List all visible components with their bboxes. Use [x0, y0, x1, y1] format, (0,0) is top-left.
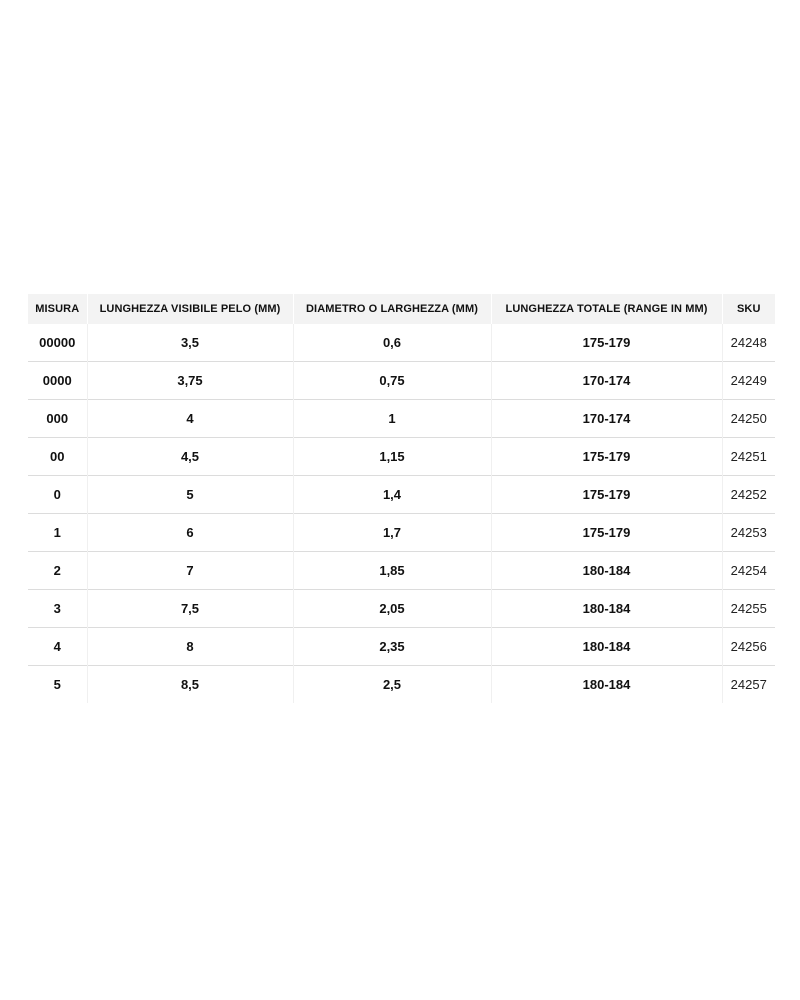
cell-lunghezza-totale: 180-184 — [491, 666, 722, 704]
cell-lunghezza-totale: 180-184 — [491, 590, 722, 628]
table-row — [28, 400, 775, 438]
header-lunghezza-visibile: LUNGHEZZA VISIBILE PELO (MM) — [87, 294, 293, 324]
cell-lunghezza-visibile: 5 — [87, 476, 293, 514]
cell-diametro: 1,4 — [293, 476, 491, 514]
table-row — [28, 438, 775, 476]
table-header-row — [28, 294, 775, 324]
table-row — [28, 476, 775, 514]
cell-lunghezza-visibile: 3,75 — [87, 362, 293, 400]
cell-sku: 24251 — [722, 438, 775, 476]
cell-diametro: 0,75 — [293, 362, 491, 400]
cell-lunghezza-visibile: 7,5 — [87, 590, 293, 628]
table-row — [28, 628, 775, 666]
cell-sku: 24255 — [722, 590, 775, 628]
table-row — [28, 324, 775, 362]
size-table-container — [28, 294, 775, 703]
cell-diametro: 1,85 — [293, 552, 491, 590]
table-row — [28, 590, 775, 628]
cell-sku: 24248 — [722, 324, 775, 362]
cell-misura: 0000 — [28, 362, 87, 400]
cell-misura: 00 — [28, 438, 87, 476]
table-body — [28, 324, 775, 703]
cell-misura: 5 — [28, 666, 87, 704]
cell-misura: 2 — [28, 552, 87, 590]
cell-sku: 24254 — [722, 552, 775, 590]
header-misura: MISURA — [28, 294, 87, 324]
cell-sku: 24256 — [722, 628, 775, 666]
cell-lunghezza-totale: 170-174 — [491, 362, 722, 400]
cell-sku: 24252 — [722, 476, 775, 514]
cell-lunghezza-totale: 175-179 — [491, 514, 722, 552]
cell-sku: 24257 — [722, 666, 775, 704]
table-row — [28, 552, 775, 590]
header-sku: SKU — [722, 294, 775, 324]
cell-misura: 1 — [28, 514, 87, 552]
cell-lunghezza-visibile: 3,5 — [87, 324, 293, 362]
cell-lunghezza-visibile: 8,5 — [87, 666, 293, 704]
table-row — [28, 362, 775, 400]
cell-lunghezza-totale: 175-179 — [491, 476, 722, 514]
table-row — [28, 666, 775, 704]
table-row — [28, 514, 775, 552]
header-diametro: DIAMETRO O LARGHEZZA (MM) — [293, 294, 491, 324]
cell-misura: 4 — [28, 628, 87, 666]
size-table — [28, 294, 775, 703]
header-lunghezza-totale: LUNGHEZZA TOTALE (RANGE IN MM) — [491, 294, 722, 324]
cell-diametro: 0,6 — [293, 324, 491, 362]
cell-misura: 3 — [28, 590, 87, 628]
cell-lunghezza-visibile: 4,5 — [87, 438, 293, 476]
cell-lunghezza-totale: 180-184 — [491, 628, 722, 666]
cell-lunghezza-totale: 170-174 — [491, 400, 722, 438]
cell-lunghezza-totale: 175-179 — [491, 324, 722, 362]
table-header — [28, 294, 775, 324]
cell-diametro: 2,35 — [293, 628, 491, 666]
cell-sku: 24250 — [722, 400, 775, 438]
cell-sku: 24249 — [722, 362, 775, 400]
cell-sku: 24253 — [722, 514, 775, 552]
cell-misura: 0 — [28, 476, 87, 514]
cell-misura: 000 — [28, 400, 87, 438]
cell-lunghezza-totale: 180-184 — [491, 552, 722, 590]
cell-diametro: 1,15 — [293, 438, 491, 476]
cell-lunghezza-visibile: 6 — [87, 514, 293, 552]
cell-lunghezza-visibile: 4 — [87, 400, 293, 438]
cell-misura: 00000 — [39, 335, 76, 350]
cell-diametro: 1,7 — [293, 514, 491, 552]
cell-diametro: 1 — [293, 400, 491, 438]
cell-diametro: 2,5 — [293, 666, 491, 704]
cell-lunghezza-visibile: 8 — [87, 628, 293, 666]
cell-diametro: 2,05 — [293, 590, 491, 628]
cell-lunghezza-visibile: 7 — [87, 552, 293, 590]
cell-lunghezza-totale: 175-179 — [491, 438, 722, 476]
